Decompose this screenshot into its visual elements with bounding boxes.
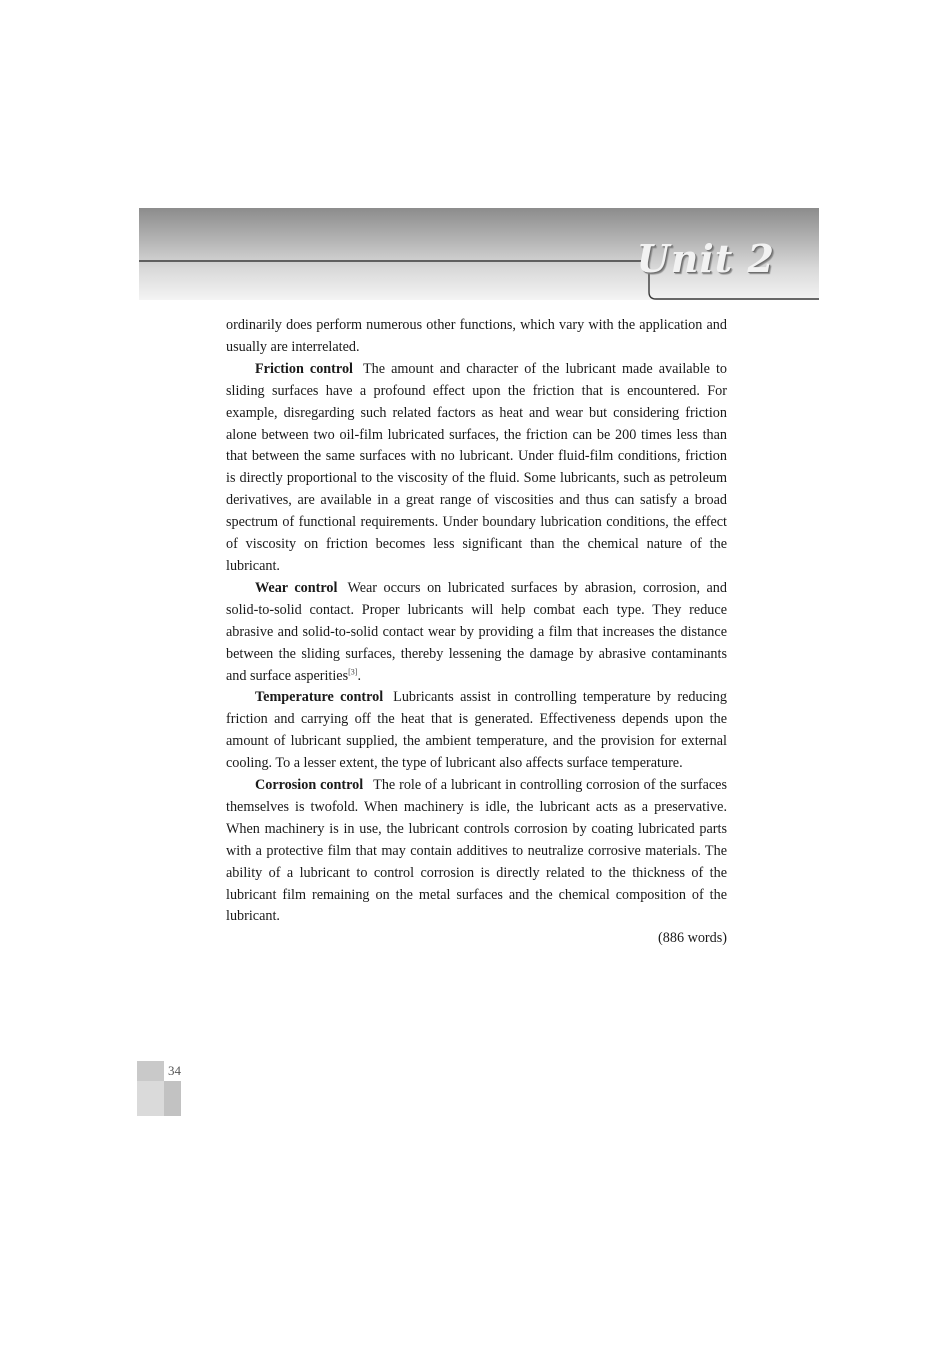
section-text-tail: . bbox=[357, 667, 361, 684]
section-text: Wear occurs on lubricated surfaces by abrasion, corrosion, and solid-to-solid contact. Proper lubricants will help combat each type. They reduce abrasive and solid-to-solid contact wear by providing a film that increases the distance between the sliding surfaces, thereby lessening the damage by abrasive contaminants and surface asperities bbox=[226, 579, 727, 684]
paragraph-corrosion-control bbox=[226, 775, 727, 928]
footnote-reference: [3] bbox=[348, 666, 358, 676]
unit-title: Unit 2 bbox=[636, 236, 775, 281]
article-body bbox=[226, 315, 727, 950]
section-term: Friction control bbox=[255, 360, 353, 377]
page-deco-square bbox=[164, 1081, 181, 1116]
section-term: Temperature control bbox=[255, 689, 384, 706]
page-deco-square bbox=[137, 1061, 164, 1081]
paragraph-temperature-control bbox=[226, 687, 727, 775]
section-term: Corrosion control bbox=[255, 777, 364, 794]
section-text: The amount and character of the lubricant made available to sliding surfaces have a profound effect upon the friction that is encountered. For example, disregarding such related factors as heat and wear but considering friction alone between two oil-film lubricated surfaces, the friction can be 200 times less than that between the same surfaces with no lubricant. Under fluid-film conditions, friction is directly proportional to the viscosity of the fluid. Some lubricants, such as petroleum derivatives, are available in a great range of viscosities and thus can satisfy a broad spectrum of functional requirements. Under boundary lubrication conditions, the effect of viscosity on friction becomes less significant than the chemical nature of the lubricant. bbox=[226, 360, 727, 574]
page-number: 34 bbox=[168, 1063, 181, 1078]
page-number-block bbox=[137, 1061, 181, 1117]
section-text: Lubricants assist in controlling temperature by reducing friction and carrying off the heat that is generated. Effectiveness depends upon the amount of lubricant supplied, the ambient temperature, and the provision for external cooling. To a lesser extent, the type of lubricant also affects surface temperature. bbox=[226, 689, 727, 772]
paragraph-continuation: ordinarily does perform numerous other functions, which vary with the application and usually are interrelated. bbox=[226, 317, 727, 355]
section-term: Wear control bbox=[255, 579, 338, 596]
word-count: (886 words) bbox=[658, 930, 727, 947]
unit-header-band bbox=[139, 208, 819, 300]
section-text: The role of a lubricant in controlling corrosion of the surfaces themselves is twofold. When machinery is idle, the lubricant acts as a preservative. When machinery is in use, the lubricant controls corrosion by coating lubricated parts with a protective film that may contain additives to neutralize corrosive materials. The ability of a lubricant to control corrosion is directly related to the thickness of the lubricant film remaining on the metal surfaces and the chemical composition of the lubricant. bbox=[226, 777, 727, 925]
paragraph-wear-control bbox=[226, 578, 727, 688]
page-deco-square bbox=[137, 1081, 164, 1116]
paragraph-friction-control bbox=[226, 359, 727, 578]
